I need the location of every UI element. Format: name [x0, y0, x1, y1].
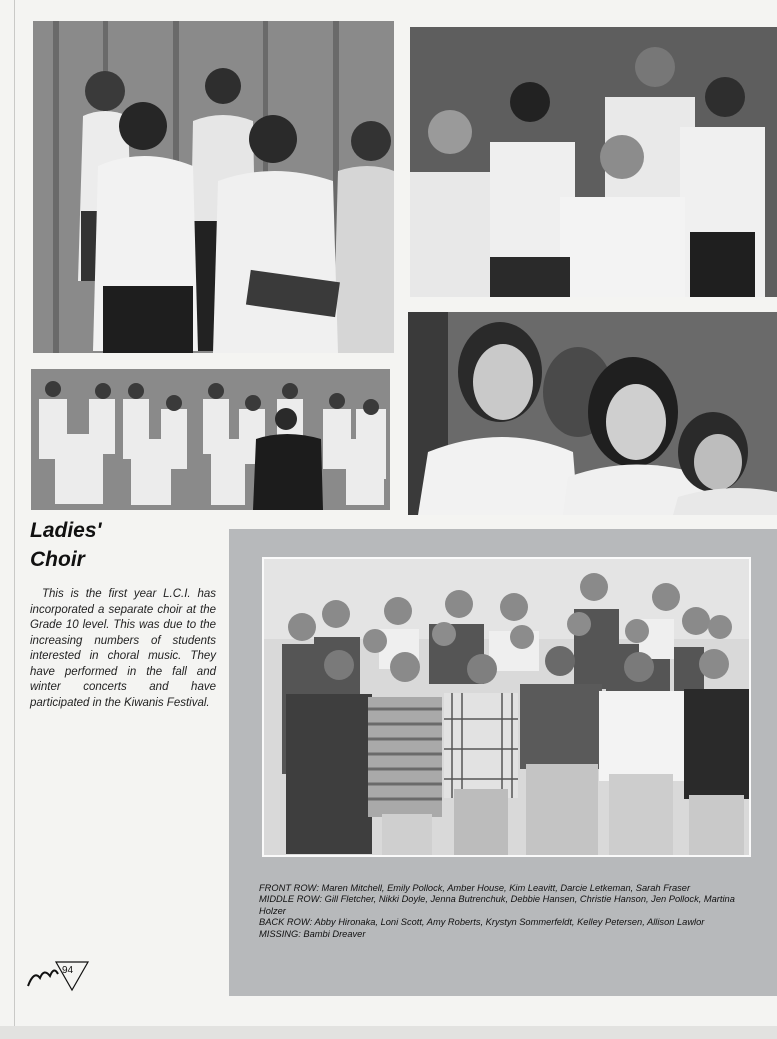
- caption-middle-row: MIDDLE ROW: Gill Fletcher, Nikki Doyle, Jenna Butrenchuk, Debbie Hansen, Christie Hanson, Jen Pollock, Martina Holzer: [259, 894, 735, 916]
- folio-triangle-icon: [26, 960, 90, 994]
- page-edge: [14, 0, 15, 1039]
- photo-choir-singers-stage: [33, 21, 394, 353]
- caption-back-row: BACK ROW: Abby Hironaka, Loni Scott, Amy Roberts, Krystyn Sommerfeldt, Kelley Petersen, Allison Lawlor: [259, 917, 705, 928]
- title-line-1: Ladies': [30, 519, 102, 542]
- caption-front-row: FRONT ROW: Maren Mitchell, Emily Pollock, Amber House, Kim Leavitt, Darcie Letkeman, Sarah Fraser: [259, 883, 691, 893]
- photo-singers-closeup: [408, 312, 777, 515]
- page-bottom-edge: [0, 1026, 777, 1039]
- photo-choir-rows: [410, 27, 777, 297]
- page-number: 94: [62, 965, 74, 976]
- article-body: This is the first year L.C.I. has incorporated a separate choir at the Grade 10 level. This was due to the increasing numbers of students interested in choral music. They have performed in the fall and winter concerts and have participated in the Kiwanis Festival.: [30, 588, 216, 709]
- group-photo-ladies-choir: [262, 557, 751, 857]
- title-line-2: Choir: [30, 548, 85, 571]
- page-folio: [26, 960, 90, 994]
- photo-choir-conductor: [31, 369, 390, 510]
- article-title: [30, 516, 220, 574]
- caption-missing: MISSING: Bambi Dreaver: [259, 928, 366, 939]
- photo-caption: [259, 883, 751, 940]
